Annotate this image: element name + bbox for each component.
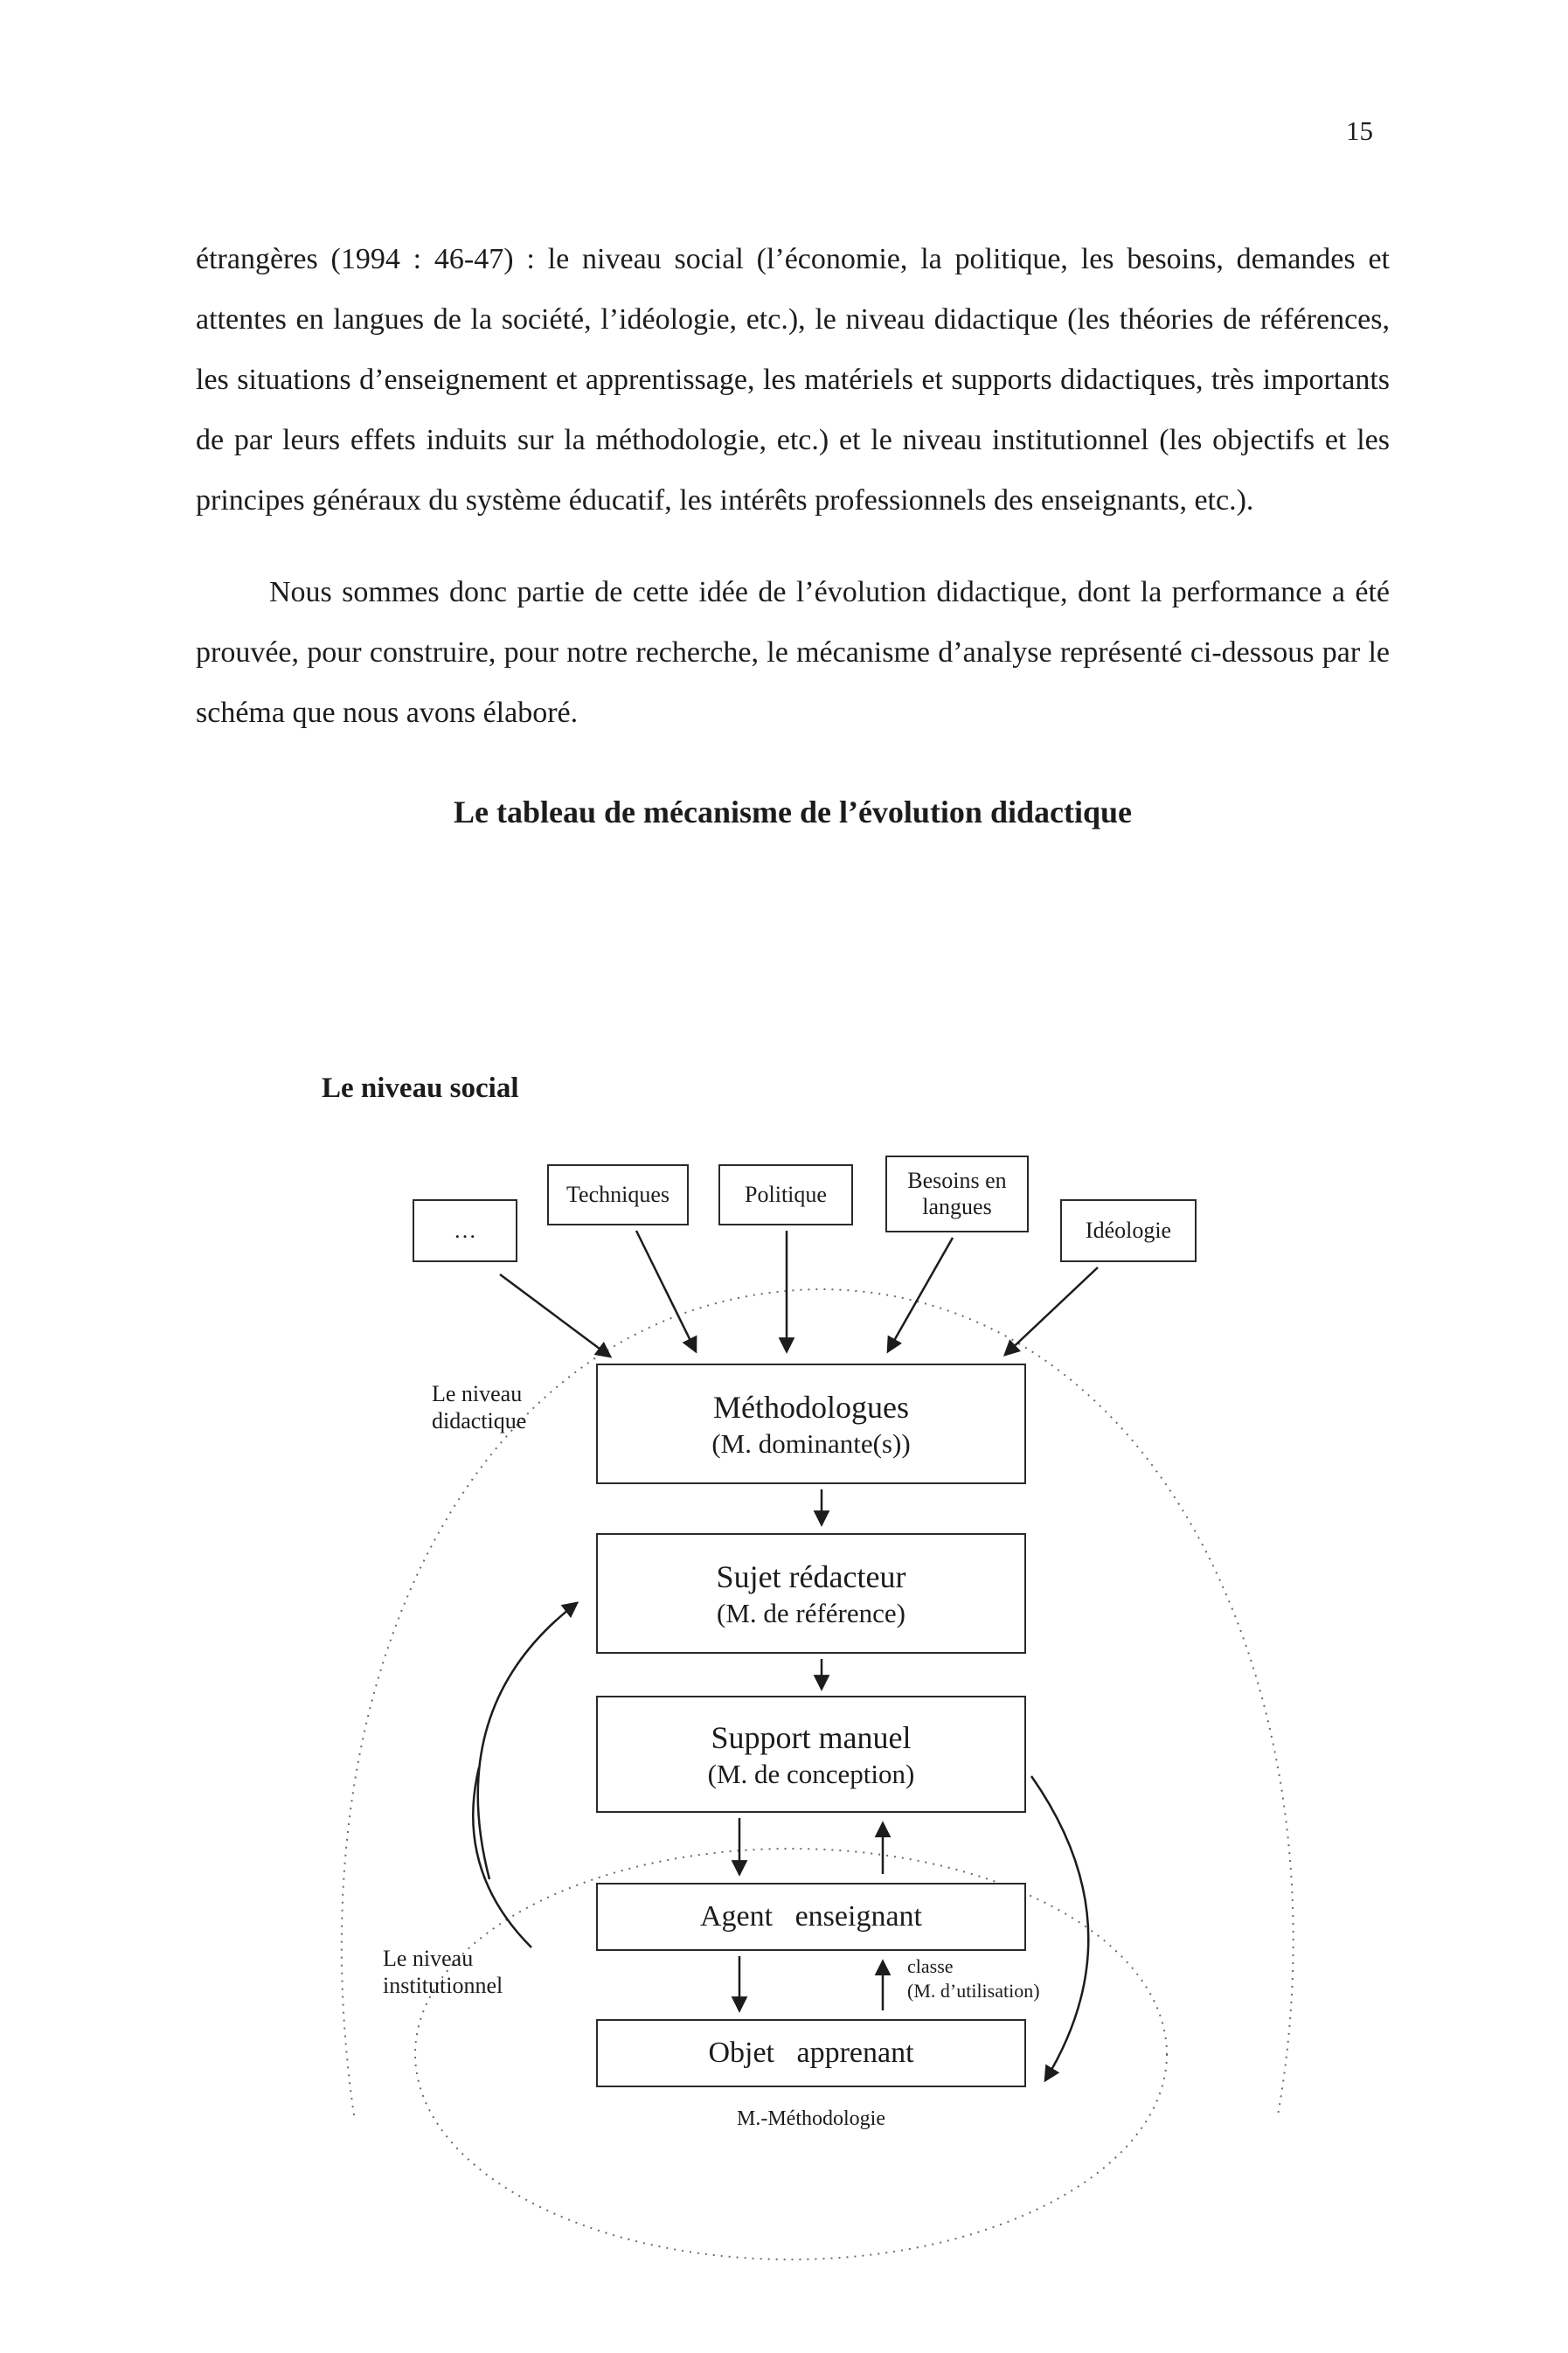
box-support-manuel: Support manuel (M. de conception) <box>596 1696 1026 1813</box>
label-niveau-didactique: Le niveau didactique <box>432 1381 527 1433</box>
box-besoins-en-langues: Besoins en langues <box>885 1156 1029 1232</box>
page-number: 15 <box>1346 115 1373 146</box>
label-niveau-social: Le niveau social <box>322 1072 519 1104</box>
box-methodologues: Méthodologues (M. dominante(s)) <box>596 1364 1026 1484</box>
paragraph-1: étrangères (1994 : 46-47) : le niveau social (l’économie, la politique, les besoins, demandes et attentes en langues de la société, l’idéologie, etc.), le niveau didactique (les théories de références, les situations d’enseignement et apprentissage, les matériels et supports didactiques, très importants de par leurs effets induits sur la méthodologie, etc.) et le niveau institutionnel (les objectifs et les principes généraux du système éducatif, les intérêts professionnels des enseignants, etc.). <box>196 243 1390 517</box>
box-politique: Politique <box>718 1164 853 1225</box>
label-niveau-institutionnel: Le niveau institutionnel <box>383 1946 503 1998</box>
box-ideologie: Idéologie <box>1060 1199 1197 1262</box>
box-ellipsis: … <box>413 1199 517 1262</box>
label-classe: classe (M. d’utilisation) <box>907 1955 1040 2002</box>
paragraph-2: Nous sommes donc partie de cette idée de l’évolution didactique, dont la performance a été prouvée, pour construire, pour notre recherche, le mécanisme d’analyse représenté ci-dessous par le schéma que nous avons élaboré. <box>196 576 1390 729</box>
diagram-caption: M.-Méthodologie <box>737 2107 885 2130</box>
box-objet-apprenant: Objet apprenant <box>596 2019 1026 2087</box>
box-sujet-redacteur: Sujet rédacteur (M. de référence) <box>596 1533 1026 1654</box>
box-techniques: Techniques <box>547 1164 689 1225</box>
schema-title: Le tableau de mécanisme de l’évolution didactique <box>454 795 1132 829</box>
box-agent-enseignant: Agent enseignant <box>596 1883 1026 1951</box>
